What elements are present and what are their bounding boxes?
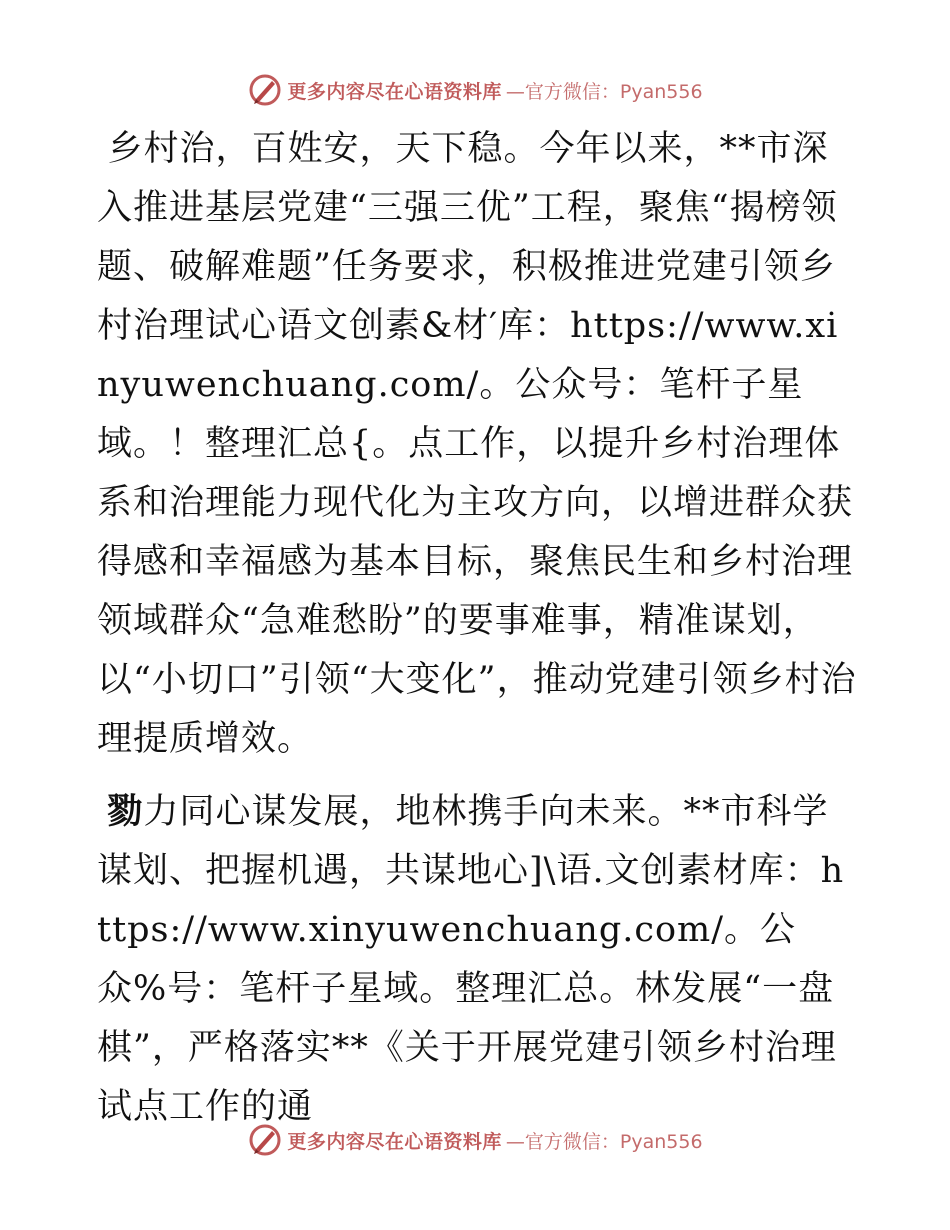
document-body (97, 120, 857, 1137)
paragraph-2-lead-char: 勠 (107, 792, 144, 832)
banner-wechat-text: —官方微信：Pyan556 (505, 80, 703, 103)
pen-logo-icon (247, 72, 283, 108)
paragraph-2-text: 力同心谋发展，地林携手向未来。**市科学谋划、把握机遇，共谋地心]\语.文创素材库：https://www.xinyuwenchuang.com/。公众%号：笔杆子星域。整理汇总。林发展“一盘棋”，严格落实**《关于开展党建引领乡村治理试点工作的通 (97, 792, 845, 1127)
paragraph-1 (97, 120, 857, 769)
header-watermark-banner (0, 68, 950, 112)
pen-logo-icon (247, 1122, 283, 1158)
footer-watermark-banner (0, 1118, 950, 1162)
banner-main-text: 更多内容尽在心语资料库 (287, 80, 502, 103)
banner-main-text: 更多内容尽在心语资料库 (287, 1130, 502, 1153)
paragraph-2 (97, 783, 857, 1137)
paragraph-1-text: 乡村治，百姓安，天下稳。今年以来，**市深入推进基层党建“三强三优”工程，聚焦“揭榜领题、破解难题”任务要求，积极推进党建引领乡村治理试心语文创素&材′库：https://www.xinyuwenchuang.com/。公众号：笔杆子星域。！整理汇总{。点工作，以提升乡村治理体系和治理能力现代化为主攻方向，以增进群众获得感和幸福感为基本目标，聚焦民生和乡村治理领域群众“急难愁盼”的要事难事，精准谋划，以“小切口”引领“大变化”，推动党建引领乡村治理提质增效。 (97, 129, 857, 759)
banner-wechat-text: —官方微信：Pyan556 (505, 1130, 703, 1153)
